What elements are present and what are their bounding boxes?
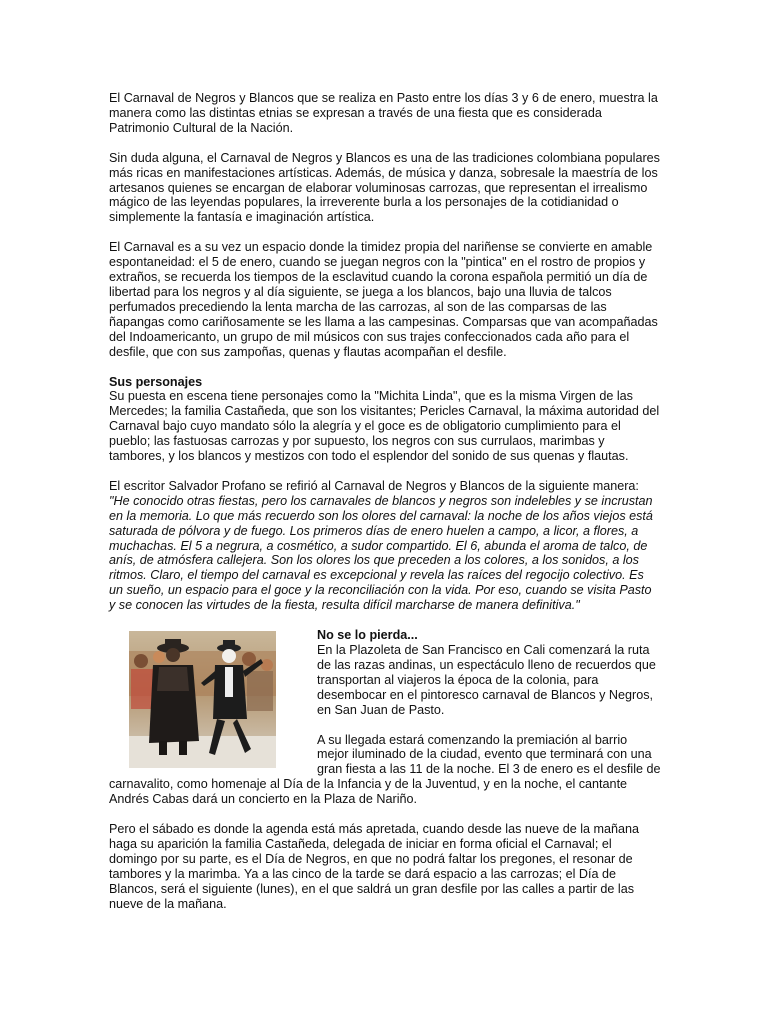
paragraph-personajes: Su puesta en escena tiene personajes como la "Michita Linda", que es la misma Virgen de las Mercedes; la familia Castañeda, que son los visitantes; Pericles Carnaval, la máxima autoridad del Carnaval bajo cuyo mandato sólo la alegría y el goce es de obligatorio cumplimiento para el pueblo; las fastuosas carrozas y por supuesto, los negros con sus currulaos, marimbas y tambores, y los blancos y mestizos con todo el esplendor del sonido de sus quenas y flautas.: [109, 389, 660, 464]
escritor-intro: El escritor Salvador Profano se refirió al Carnaval de Negros y Blancos de la siguiente manera:: [109, 478, 639, 493]
section-personajes: [109, 375, 661, 464]
paragraph-agenda: Pero el sábado es donde la agenda está más apretada, cuando desde las nueve de la mañana haga su aparición la familia Castañeda, delegada de iniciar en forma oficial el Carnaval; el domingo por su parte, es el Día de Negros, en que no podrá faltar los pregones, el resonar de tambores y la marimba. Ya a las cinco de la tarde se dará espacio a las carrozas; el Día de Blancos, será el siguiente (lunes), en el que saldrá un gran desfile por las calles a partir de las nueve de la mañana.: [109, 822, 640, 911]
paragraph-no-pierda-1: En la Plazoleta de San Francisco en Cali comenzará la ruta de las razas andinas, un espectáculo lleno de recuerdos que transportan al viajeros la época de la colonia, para desembocar en el pintoresco carnaval de Blancos y Negros, en San Juan de Pasto.: [317, 643, 656, 717]
paragraph-espacio: El Carnaval es a su vez un espacio donde la timidez propia del nariñense se convierte en amable espontaneidad: el 5 de enero, cuando se juegan negros con la "pintica" en el rostro de propios y extraños, se recuerda los tiempos de la esclavitud cuando la corona española permitió un día de libertad para los negros y al día siguiente, se juega a los blancos, bajo una lluvia de talcos perfumados precediendo la lenta marcha de las carrozas, al son de las comparsas de las ñapangas como cariñosamente se les llama a las campesinas. Comparsas que van acompañadas del Indoamericanto, un grupo de mil músicos con sus trajes confeccionados cada año para el desfile, que con sus zampoñas, quenas y flautas acompañan el desfile.: [109, 240, 658, 359]
carnival-photo: [129, 631, 276, 768]
carnival-photo-image: [129, 631, 276, 768]
escritor-quote: "He conocido otras fiestas, pero los carnavales de blancos y negros son indelebles y se incrustan en la memoria. Lo que más recuerdo son los olores del carnaval: la noche de los años viejos está saturada de pólvora y de fuego. Los primeros días de enero huelen a campo, a licor, a flores, a muchachas. El 5 a negrura, a cosmético, a sudor compartido. El 6, abunda el aroma de talco, de anís, de atmósfera callejera. Son los olores los que preceden a los colores, a los sonidos, a los ritmos. Claro, el tiempo del carnaval es excepcional y revela las raíces del regocijo colectivo. Es un sueño, un espacio para el goce y la reconciliación con la vida. Por eso, cuando se visita Pasto y se conocen las virtudes de la fiesta, resulta difícil marcharse de manera definitiva.": [109, 493, 653, 613]
paragraph-intro: El Carnaval de Negros y Blancos que se realiza en Pasto entre los días 3 y 6 de enero, muestra la manera como las distintas etnias se expresan a través de una fiesta que es considerada Patrimonio Cultural de la Nación.: [109, 91, 658, 135]
section-escritor: [109, 479, 661, 613]
paragraph-tradiciones: Sin duda alguna, el Carnaval de Negros y Blancos es una de las tradiciones colombiana populares más ricas en manifestaciones artísticas. Además, de música y danza, sobresale la maestría de los artesanos quienes se encargan de elaborar voluminosas carrozas, que representan el irrealismo mágico de las leyendas populares, la irreverente burla a los personajes de la cotidianidad o simplemente la fantasía e imaginación artística.: [109, 150, 660, 225]
heading-no-pierda: No se lo pierda...: [317, 628, 418, 643]
heading-personajes: Sus personajes: [109, 374, 203, 389]
paragraph-no-pierda-2: A su llegada estará comenzando la premiación al barrio mejor iluminado de la ciudad, evento que terminará con una gran fiesta a las 11 de la noche. El 3 de enero es el desfile de carnavalito, como homenaje al Día de la Infancia y de la Juventud, y en la noche, el cantante Andrés Cabas dará un concierto en la Plaza de Nariño.: [109, 732, 661, 807]
document-page: [109, 91, 661, 927]
section-no-pierda: [109, 628, 661, 807]
